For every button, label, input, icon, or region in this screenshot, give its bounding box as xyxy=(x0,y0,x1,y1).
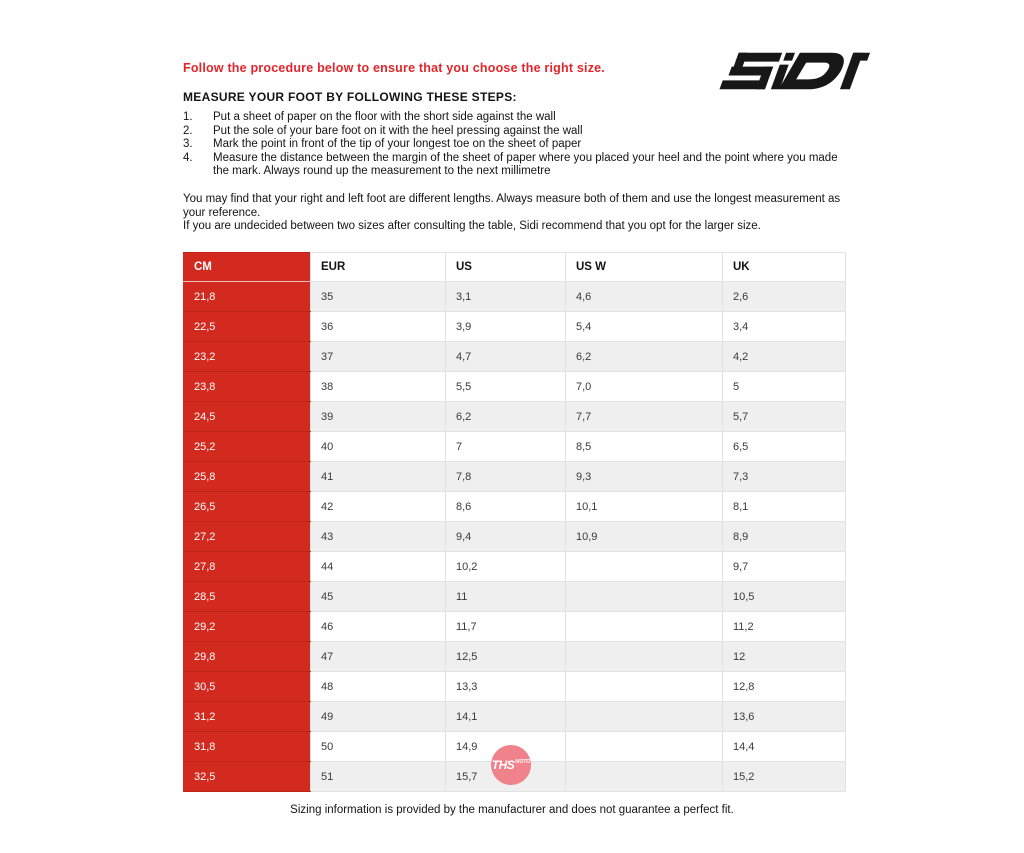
column-header-us: US xyxy=(446,253,566,282)
size-conversion-table xyxy=(183,252,846,792)
cm-cell: 24,5 xyxy=(184,402,311,432)
watermark-subtext: MOTO xyxy=(515,758,531,765)
cm-cell: 27,2 xyxy=(184,522,311,552)
size-cell xyxy=(566,762,723,792)
table-row xyxy=(184,702,846,732)
intro-instruction: Follow the procedure below to ensure that you choose the right size. xyxy=(183,61,605,75)
table-row xyxy=(184,372,846,402)
size-cell: 12,5 xyxy=(446,642,566,672)
size-cell: 7,8 xyxy=(446,462,566,492)
size-cell: 4,6 xyxy=(566,282,723,312)
size-cell: 8,6 xyxy=(446,492,566,522)
step-item xyxy=(183,111,845,125)
size-cell: 4,7 xyxy=(446,342,566,372)
cm-cell: 25,8 xyxy=(184,462,311,492)
disclaimer: Sizing information is provided by the manufacturer and does not guarantee a perfect fit. xyxy=(290,804,734,816)
size-cell: 38 xyxy=(311,372,446,402)
table-row xyxy=(184,402,846,432)
size-cell: 9,7 xyxy=(723,552,846,582)
ths-moto-watermark xyxy=(491,745,531,785)
size-cell: 42 xyxy=(311,492,446,522)
size-cell: 47 xyxy=(311,642,446,672)
size-cell: 5,7 xyxy=(723,402,846,432)
cm-cell: 31,2 xyxy=(184,702,311,732)
step-text: Measure the distance between the margin of the sheet of paper where you placed your heel and the point where you made the mark. Always round up the measurement to the next millimetre xyxy=(213,151,838,177)
table-row xyxy=(184,342,846,372)
cm-cell: 32,5 xyxy=(184,762,311,792)
table-row xyxy=(184,312,846,342)
size-cell: 14,4 xyxy=(723,732,846,762)
table-row xyxy=(184,612,846,642)
step-number: 1. xyxy=(183,111,193,123)
note-line: If you are undecided between two sizes after consulting the table, Sidi recommend that you opt for the larger size. xyxy=(183,220,761,232)
size-cell: 6,2 xyxy=(566,342,723,372)
size-cell: 14,9 xyxy=(446,732,566,762)
cm-cell: 23,2 xyxy=(184,342,311,372)
size-cell: 3,9 xyxy=(446,312,566,342)
size-cell: 11 xyxy=(446,582,566,612)
size-cell: 6,5 xyxy=(723,432,846,462)
size-cell: 44 xyxy=(311,552,446,582)
size-cell: 4,2 xyxy=(723,342,846,372)
steps-list xyxy=(183,111,845,179)
size-cell xyxy=(566,672,723,702)
size-cell: 10,1 xyxy=(566,492,723,522)
cm-cell: 27,8 xyxy=(184,552,311,582)
size-cell: 10,2 xyxy=(446,552,566,582)
cm-cell: 30,5 xyxy=(184,672,311,702)
size-cell: 50 xyxy=(311,732,446,762)
cm-cell: 29,2 xyxy=(184,612,311,642)
cm-cell: 23,8 xyxy=(184,372,311,402)
size-cell: 39 xyxy=(311,402,446,432)
size-cell: 10,9 xyxy=(566,522,723,552)
table-row xyxy=(184,672,846,702)
step-number: 2. xyxy=(183,124,193,137)
size-cell: 8,5 xyxy=(566,432,723,462)
note-line: You may find that your right and left foot are different lengths. Always measure both of them and use the longest measurement as xyxy=(183,193,841,205)
size-cell: 5 xyxy=(723,372,846,402)
column-header-eur: EUR xyxy=(311,253,446,282)
table-row xyxy=(184,552,846,582)
size-cell: 43 xyxy=(311,522,446,552)
size-cell: 15,2 xyxy=(723,762,846,792)
size-cell: 15,7 xyxy=(446,762,566,792)
step-item xyxy=(183,125,845,139)
table-row xyxy=(184,582,846,612)
cm-cell: 31,8 xyxy=(184,732,311,762)
size-cell: 35 xyxy=(311,282,446,312)
size-cell: 3,1 xyxy=(446,282,566,312)
size-cell: 7,3 xyxy=(723,462,846,492)
size-cell xyxy=(566,702,723,732)
size-cell: 14,1 xyxy=(446,702,566,732)
size-cell: 11,2 xyxy=(723,612,846,642)
size-cell: 7,0 xyxy=(566,372,723,402)
cm-cell: 25,2 xyxy=(184,432,311,462)
size-cell: 9,3 xyxy=(566,462,723,492)
step-number: 3. xyxy=(183,138,193,150)
size-cell: 10,5 xyxy=(723,582,846,612)
size-cell: 12 xyxy=(723,642,846,672)
size-cell: 8,1 xyxy=(723,492,846,522)
size-cell: 7,7 xyxy=(566,402,723,432)
size-cell: 49 xyxy=(311,702,446,732)
cm-cell: 22,5 xyxy=(184,312,311,342)
size-cell xyxy=(566,732,723,762)
table-header xyxy=(184,253,846,282)
sidi-logo xyxy=(716,49,874,94)
step-number: 4. xyxy=(183,151,193,164)
size-cell: 36 xyxy=(311,312,446,342)
size-cell: 9,4 xyxy=(446,522,566,552)
table-row xyxy=(184,642,846,672)
size-cell: 13,6 xyxy=(723,702,846,732)
size-cell: 48 xyxy=(311,672,446,702)
size-cell xyxy=(566,552,723,582)
step-text: Put a sheet of paper on the floor with the short side against the wall xyxy=(213,111,556,123)
size-cell xyxy=(566,642,723,672)
size-cell: 7 xyxy=(446,432,566,462)
step-item xyxy=(183,138,845,152)
size-cell: 3,4 xyxy=(723,312,846,342)
size-cell: 41 xyxy=(311,462,446,492)
size-cell: 12,8 xyxy=(723,672,846,702)
size-cell: 13,3 xyxy=(446,672,566,702)
size-cell: 8,9 xyxy=(723,522,846,552)
column-header-usw: US W xyxy=(566,253,723,282)
measurement-notes xyxy=(183,193,863,234)
cm-cell: 28,5 xyxy=(184,582,311,612)
sidi-logo-icon xyxy=(716,49,874,94)
size-cell: 11,7 xyxy=(446,612,566,642)
size-cell: 46 xyxy=(311,612,446,642)
cm-cell: 26,5 xyxy=(184,492,311,522)
column-header-uk: UK xyxy=(723,253,846,282)
steps-heading: MEASURE YOUR FOOT BY FOLLOWING THESE STEPS: xyxy=(183,90,517,104)
table-row xyxy=(184,522,846,552)
column-header-cm: CM xyxy=(184,253,311,282)
step-item xyxy=(183,152,845,179)
table-header-row xyxy=(184,253,846,282)
size-cell: 5,4 xyxy=(566,312,723,342)
table-body xyxy=(184,282,846,792)
size-cell: 40 xyxy=(311,432,446,462)
size-cell: 37 xyxy=(311,342,446,372)
size-cell: 51 xyxy=(311,762,446,792)
cm-cell: 21,8 xyxy=(184,282,311,312)
size-cell xyxy=(566,612,723,642)
watermark-text: THS xyxy=(491,758,515,772)
size-cell: 45 xyxy=(311,582,446,612)
size-cell xyxy=(566,582,723,612)
step-text: Mark the point in front of the tip of your longest toe on the sheet of paper xyxy=(213,138,582,150)
table-row xyxy=(184,492,846,522)
size-cell: 2,6 xyxy=(723,282,846,312)
table-row xyxy=(184,282,846,312)
note-line: your reference. xyxy=(183,206,261,219)
table-row xyxy=(184,432,846,462)
step-text: Put the sole of your bare foot on it with the heel pressing against the wall xyxy=(213,124,583,137)
cm-cell: 29,8 xyxy=(184,642,311,672)
size-cell: 6,2 xyxy=(446,402,566,432)
table-row xyxy=(184,462,846,492)
size-cell: 5,5 xyxy=(446,372,566,402)
